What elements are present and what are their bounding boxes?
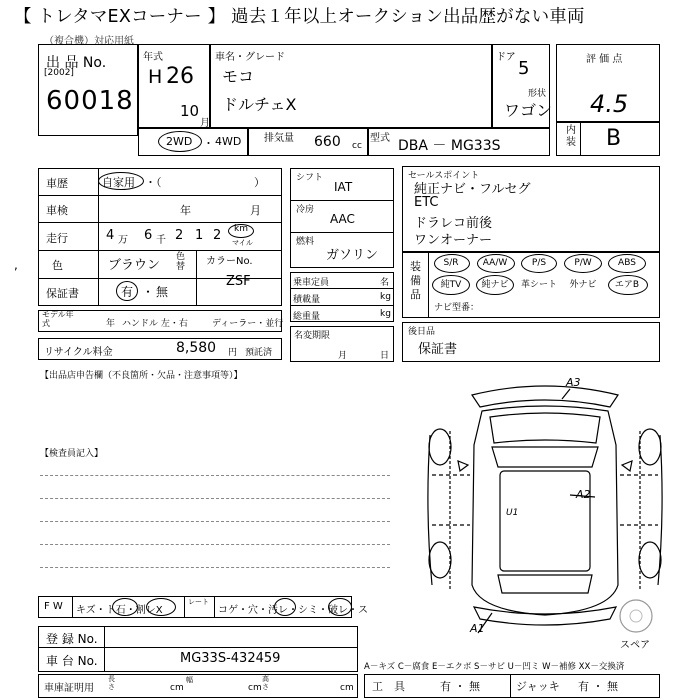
displacement-label: 排気量 (264, 133, 294, 144)
recycle-label: リサイクル料金 (44, 347, 113, 358)
body-outline (472, 406, 618, 615)
door-value: 5 (518, 58, 530, 79)
spec-line-1 (290, 200, 394, 201)
name-change-label: 名変期限 (294, 331, 331, 341)
circle-fw-tear (328, 598, 352, 616)
sales-points-label: セールスポイント (408, 171, 480, 181)
lot-number: 60018 (46, 86, 134, 116)
mileage-man: 4 (106, 228, 115, 243)
hood (490, 413, 600, 443)
model-year-handle: ハンドル 左・右 (122, 319, 188, 329)
fw-divider-2 (184, 596, 185, 618)
fw-items-2: コゲ・穴・汚レ・シミ・破レ・ス (218, 605, 368, 616)
warranty-yes: 有 (121, 285, 134, 299)
wheel-front-right (639, 429, 661, 465)
year-value: 26 (166, 64, 194, 89)
capacity-label: 乗車定員 (293, 278, 330, 288)
history-private: 自家用 (102, 176, 135, 189)
note-line-2 (40, 498, 390, 499)
mileage-sen: 6 (144, 228, 153, 243)
drive-2wd: 2WD (166, 135, 193, 148)
drive-4wd: 4WD (215, 135, 242, 148)
wheel-rear-right (639, 542, 661, 578)
history-divider (98, 168, 99, 306)
note-line-3 (40, 521, 390, 522)
equipment-label: 装備品 (410, 260, 421, 301)
mark-a3: A3 (566, 376, 581, 389)
tools-value: 有 ・ 無 (440, 680, 480, 693)
mark-u1: U1 (506, 508, 519, 518)
equip-navi: 純ナビ (481, 280, 509, 290)
color-code-label: カラーNo. (206, 256, 253, 267)
equip-pw: P/W (574, 258, 592, 268)
fw-items: キズ・ト石・割レX (76, 605, 163, 616)
windshield (492, 447, 598, 467)
fw-divider-1 (72, 596, 73, 618)
equip-abs: ABS (618, 258, 636, 268)
mirrors (458, 461, 632, 471)
circle-equip-sr (434, 254, 470, 273)
circle-equip-ps (521, 254, 557, 273)
circle-equip-aaw (477, 254, 515, 273)
chassis-value: MG33S-432459 (180, 651, 281, 666)
spec-line-2 (290, 232, 394, 233)
model-year-dealer: ディーラー・並行 (212, 319, 284, 329)
name-change-day: 日 (380, 351, 390, 361)
warranty-sep: ・ (142, 285, 155, 299)
mileage-label: 走行 (46, 232, 68, 245)
model-name: モコ (222, 67, 255, 86)
capacity-line-1 (290, 288, 394, 289)
type-value: DBA － MG33S (398, 138, 501, 154)
door-dividers (432, 475, 658, 525)
lot-label: 出 品 No. (46, 55, 107, 71)
inspection-year-unit: 年 (180, 204, 191, 217)
rear-items-label: 後日品 (408, 327, 436, 337)
load-unit: kg (380, 292, 391, 302)
spare-label: スペア (620, 640, 650, 651)
cert-width: 幅 (186, 676, 193, 684)
registration-divider (104, 626, 105, 672)
warranty-no: 無 (156, 285, 169, 299)
note-line-5 (40, 567, 390, 568)
aircon-value: AAC (330, 212, 355, 226)
sales-point-2: ETC (414, 195, 439, 210)
recycle-value: 8,580 (176, 340, 217, 356)
model-label: 車名・グレード (215, 52, 285, 63)
shift-value: IAT (334, 180, 353, 194)
seller-notes-label: 【出品店申告欄（不良箇所・欠品・注意事項等）】 (40, 371, 243, 381)
front-bumper (472, 386, 618, 407)
history-close: ） (254, 176, 265, 189)
history-row-line-2 (38, 222, 282, 223)
name-change-month: 月 (338, 351, 348, 361)
weight-unit: kg (380, 309, 391, 319)
history-mid: ・（ (145, 176, 162, 189)
cert-cm-3: cm (340, 683, 354, 693)
sheet-note: （複合機）対応用紙 (44, 36, 134, 47)
model-grade: ドルチェX (222, 95, 297, 114)
equip-aaw: AA/W (482, 258, 508, 268)
shift-label: シフト (296, 173, 324, 183)
fw-label: F W (44, 601, 63, 612)
fuel-value: ガソリン (326, 248, 379, 263)
equip-ps: P/S (531, 258, 547, 268)
cert-cm-2: cm (248, 683, 262, 693)
type-label: 型式 (370, 133, 390, 144)
year-era: H (148, 66, 163, 88)
circle-fw-crack (146, 598, 176, 616)
recycle-status: 預託済 (245, 348, 273, 358)
note-line-4 (40, 544, 390, 545)
model-year-unit: 年 (106, 319, 116, 329)
weight-label: 総重量 (293, 312, 321, 322)
interior-divider (580, 122, 581, 156)
sales-point-4: ワンオーナー (414, 233, 493, 248)
color-change-label: 色替 (176, 252, 186, 272)
page-title: 【 トレタマEXコーナー 】 過去１年以上オークション出品歴がない車両 (14, 7, 585, 27)
damage-legend: A－キズ C－腐食 E－エクボ S－サビ U－凹ミ W－補修 XX－交換済 (364, 662, 625, 672)
body-type-value: ワゴン (504, 101, 553, 120)
mark-a2: A2 (576, 488, 591, 501)
displacement-unit: cc (352, 141, 362, 151)
spare-tire-icon (618, 598, 654, 634)
color-label: 色 (52, 259, 63, 272)
interior-label: 内装 (566, 125, 576, 148)
circle-equip-navi (476, 275, 514, 295)
equip-ext-navi: 外ナビ (569, 280, 597, 290)
circle-equip-tv (432, 275, 470, 295)
cert-length: 長さ (108, 675, 115, 691)
a3-pointer (562, 389, 570, 399)
rear-items-value: 保証書 (418, 342, 458, 357)
circle-fw-scratch (112, 598, 138, 616)
inspector-notes-label: 【検査員記入】 (40, 449, 104, 459)
history-row-line-1 (38, 195, 282, 196)
capacity-line-2 (290, 305, 394, 306)
load-label: 積載量 (293, 295, 321, 305)
mileage-km: km (234, 224, 248, 234)
recycle-unit: 円 (228, 348, 238, 358)
chassis-label: 車 台 No. (46, 654, 98, 668)
margin-mark: , (14, 258, 18, 272)
mileage-sen-unit: 千 (156, 235, 166, 246)
mark-a1: A1 (470, 622, 485, 635)
model-year-label: モデル年式 (42, 310, 74, 328)
year-month: 10 (180, 102, 200, 120)
jack-value: 有 ・ 無 (578, 680, 618, 693)
cert-cm-1: cm (170, 683, 184, 693)
equipment-divider (428, 252, 429, 318)
sales-point-1: 純正ナビ・フルセグ (414, 182, 531, 197)
lot-tag: [2002] (44, 68, 74, 78)
registration-line (38, 647, 358, 648)
wheel-front-left (429, 429, 451, 465)
roof (500, 471, 590, 571)
navi-model-label: ナビ型番： (434, 303, 480, 313)
tools-label: 工 具 (372, 680, 405, 693)
history-label: 車歴 (46, 177, 68, 190)
displacement-value: 660 (314, 134, 341, 150)
capacity-unit: 名 (380, 278, 390, 288)
fw-resin-label: レート (188, 598, 209, 606)
color-code-value: ZSF (226, 274, 251, 289)
note-line-1 (40, 475, 390, 476)
equip-leather: 革シート (520, 280, 557, 290)
mileage-man-unit: 万 (118, 235, 128, 246)
inspection-label: 車検 (46, 204, 68, 217)
month-unit: 月 (200, 118, 210, 129)
circle-fw-dirt (274, 598, 296, 616)
registration-label: 登 録 No. (46, 632, 98, 646)
mileage-digit-2: 1 (195, 228, 204, 243)
mileage-mile: マイル (232, 239, 253, 247)
equip-sr: S/R (443, 258, 459, 268)
aircon-label: 冷房 (296, 205, 315, 215)
equip-airbag: エアB (614, 280, 640, 290)
fw-divider-3 (214, 596, 215, 618)
rear-bumper (474, 607, 616, 625)
cert-height: 高さ (262, 675, 269, 691)
interior-value: B (606, 126, 622, 151)
warranty-label: 保証書 (46, 287, 79, 300)
fuel-label: 燃料 (296, 237, 315, 247)
score-label: 評 価 点 (586, 54, 623, 65)
sales-point-3: ドラレコ前後 (414, 216, 493, 231)
jack-label: ジャッキ (516, 680, 560, 693)
circle-equip-abs (608, 254, 646, 273)
inspection-month-unit: 月 (250, 204, 261, 217)
rear-window (498, 575, 592, 593)
body-type-label: 形状 (528, 89, 547, 99)
color-value: ブラウン (108, 258, 161, 273)
circle-equip-pw (564, 254, 602, 273)
mileage-digit-3: 2 (213, 228, 222, 243)
mileage-digit-1: 2 (175, 228, 184, 243)
score-value: 4.5 (590, 90, 629, 118)
equip-tv: 純TV (440, 280, 462, 290)
drive-dot: ・ (203, 137, 214, 150)
door-label: ドア (496, 52, 516, 63)
cert-label: 車庫証明用 (44, 683, 94, 694)
circle-equip-airbag (608, 275, 648, 295)
wheel-rear-left (429, 542, 451, 578)
year-label: 年式 (143, 52, 163, 63)
tools-divider (510, 674, 511, 698)
